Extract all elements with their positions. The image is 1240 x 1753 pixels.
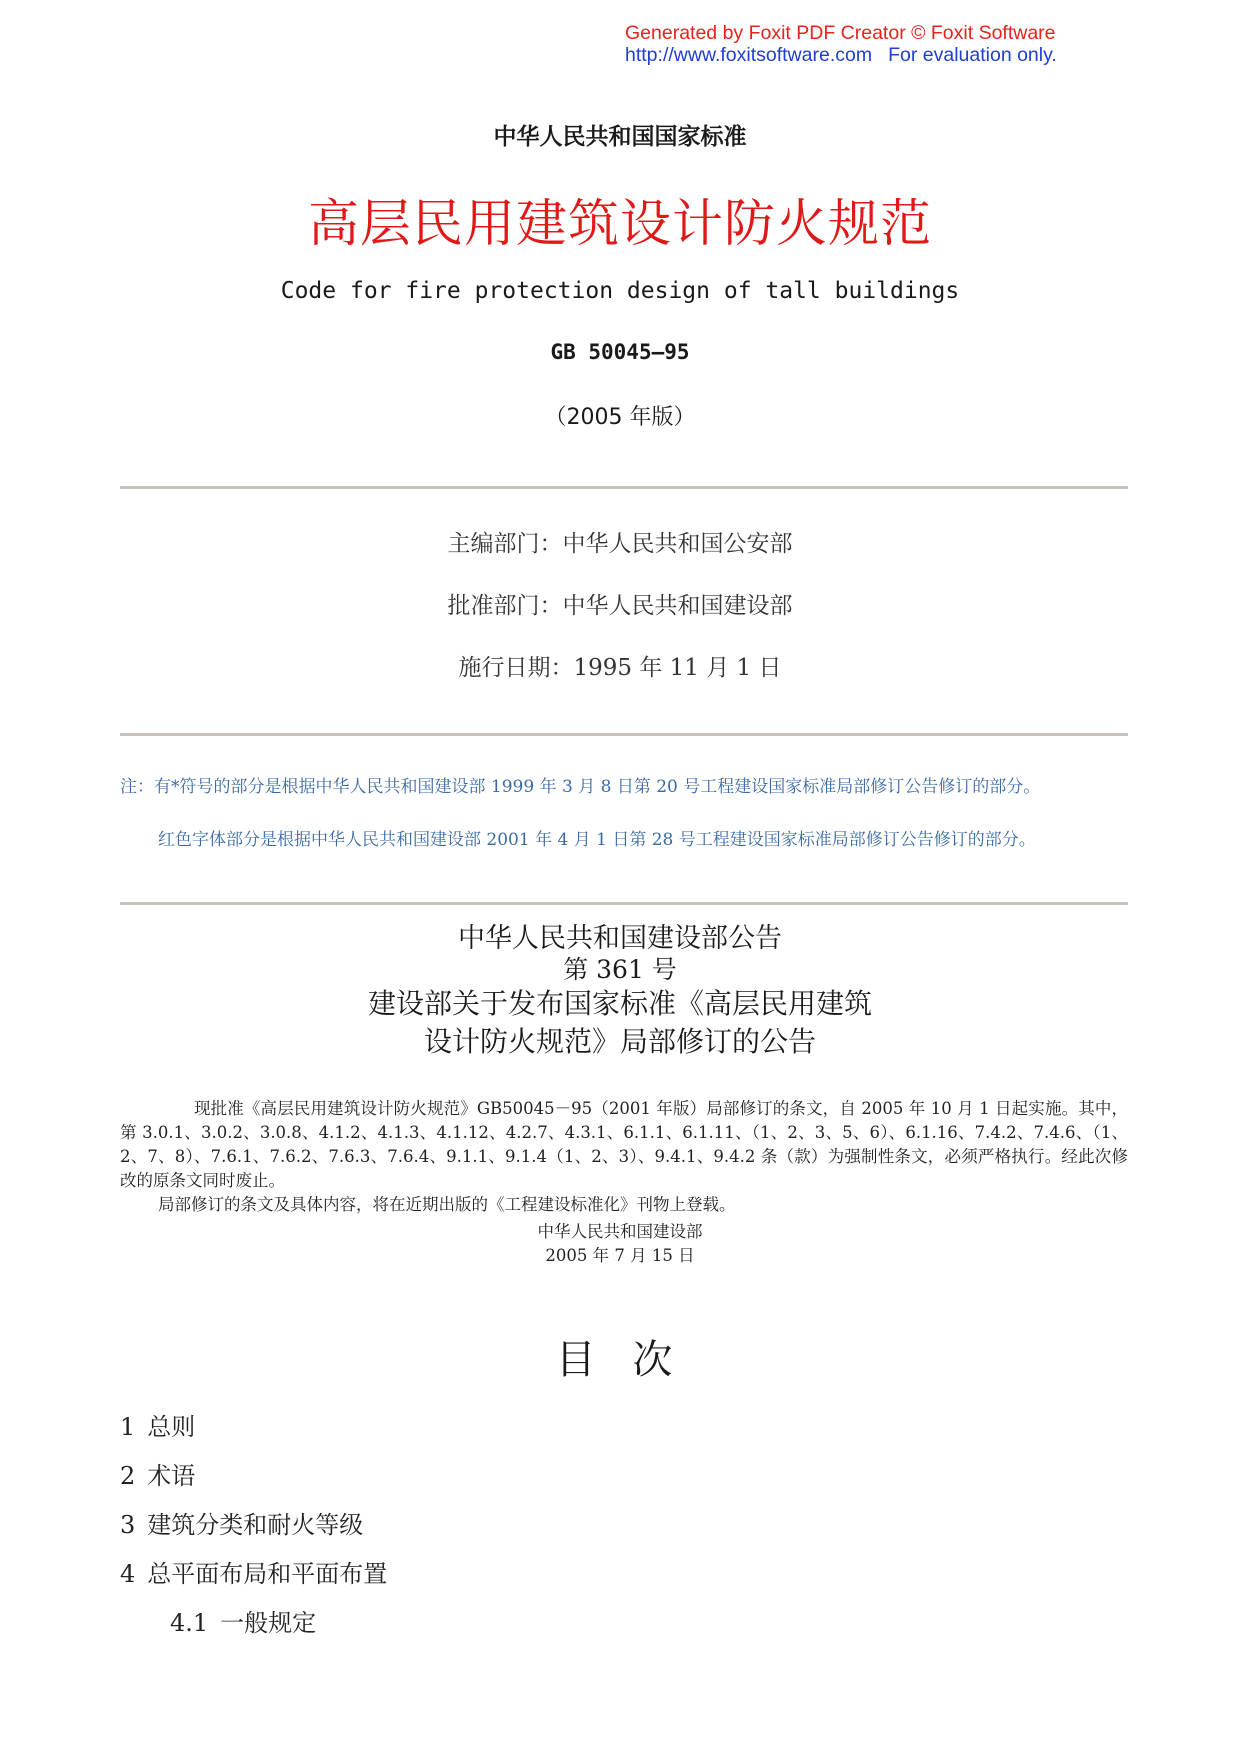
divider bbox=[120, 902, 1128, 905]
toc-item-label: 建筑分类和耐火等级 bbox=[147, 1511, 364, 1539]
announcement-issuer: 中华人民共和国建设部公告 bbox=[458, 923, 782, 954]
effective-date: 施行日期：1995 年 11 月 1 日 bbox=[458, 655, 782, 681]
toc-item-number: 2 bbox=[120, 1462, 136, 1490]
toc-subitem[interactable] bbox=[170, 1603, 316, 1638]
watermark-url[interactable]: http://www.foxitsoftware.com bbox=[625, 44, 873, 66]
watermark-line1: Generated by Foxit PDF Creator © Foxit Software bbox=[625, 22, 1056, 44]
toc-item-label: 一般规定 bbox=[220, 1609, 317, 1637]
toc-item-number: 3 bbox=[120, 1511, 136, 1539]
toc-item-label: 总则 bbox=[147, 1413, 196, 1441]
announcement-paragraph-1: 现批准《高层民用建筑设计防火规范》GB50045－95（2001 年版）局部修订的条文，自 2005 年 10 月 1 日起实施。其中，第 3.0.1、3.0.2、3.0.8、4.1.2、4.1.3、4.1.12、4.2.7、4.3.1、6.1.1、6.1.11、（1、2、3、5、6）、6.1.16、7.4.2、7.4.6、（1、2、7、8）、7.6.1、7.6.2、7.6.3、7.6.4、9.1.1、9.1.4（1、2、3）、9.4.1、9.4.2 条（款）为强制性条文，必须严格执行。经此次修改的原条文同时废止。 bbox=[120, 1099, 1128, 1190]
foxit-watermark bbox=[625, 22, 1057, 66]
announcement-signature-org: 中华人民共和国建设部 bbox=[537, 1222, 703, 1241]
announcement-title-line1: 建设部关于发布国家标准《高层民用建筑 bbox=[367, 987, 872, 1020]
editor-department: 主编部门：中华人民共和国公安部 bbox=[447, 531, 793, 557]
toc-title: 目 次 bbox=[555, 1337, 685, 1383]
announcement-number: 第 361 号 bbox=[563, 955, 677, 984]
announcement-signature-date: 2005 年 7 月 15 日 bbox=[545, 1246, 695, 1265]
document-title-en: Code for fire protection design of tall buildings bbox=[280, 278, 960, 304]
toc-item[interactable] bbox=[120, 1407, 195, 1442]
toc-item-label: 总平面布局和平面布置 bbox=[147, 1560, 388, 1588]
toc-item-number: 4.1 bbox=[170, 1609, 209, 1637]
divider bbox=[120, 733, 1128, 736]
document-title-cn: 高层民用建筑设计防火规范 bbox=[307, 195, 932, 254]
toc-item[interactable] bbox=[120, 1554, 387, 1589]
announcement-paragraph-2: 局部修订的条文及具体内容，将在近期出版的《工程建设标准化》刊物上登载。 bbox=[158, 1195, 736, 1214]
watermark-eval: For evaluation only. bbox=[888, 44, 1057, 66]
national-standard-label: 中华人民共和国国家标准 bbox=[493, 124, 747, 150]
toc-item[interactable] bbox=[120, 1505, 363, 1540]
approver-department: 批准部门：中华人民共和国建设部 bbox=[447, 593, 793, 619]
standard-number: GB 50045—95 bbox=[550, 340, 690, 364]
toc-item[interactable] bbox=[120, 1456, 195, 1491]
announcement-title-line2: 设计防火规范》局部修订的公告 bbox=[423, 1025, 816, 1058]
toc-item-number: 1 bbox=[120, 1413, 136, 1441]
toc-item-label: 术语 bbox=[147, 1462, 196, 1490]
revision-note-1: 注：有*符号的部分是根据中华人民共和国建设部 1999 年 3 月 8 日第 20 号工程建设国家标准局部修订公告修订的部分。 bbox=[120, 777, 1041, 797]
revision-note-2: 红色字体部分是根据中华人民共和国建设部 2001 年 4 月 1 日第 28 号工程建设国家标准局部修订公告修订的部分。 bbox=[158, 830, 1036, 850]
divider bbox=[120, 486, 1128, 489]
toc-item-number: 4 bbox=[120, 1560, 136, 1588]
edition-label: （2005 年版） bbox=[544, 405, 696, 430]
watermark-line2 bbox=[625, 44, 1057, 66]
